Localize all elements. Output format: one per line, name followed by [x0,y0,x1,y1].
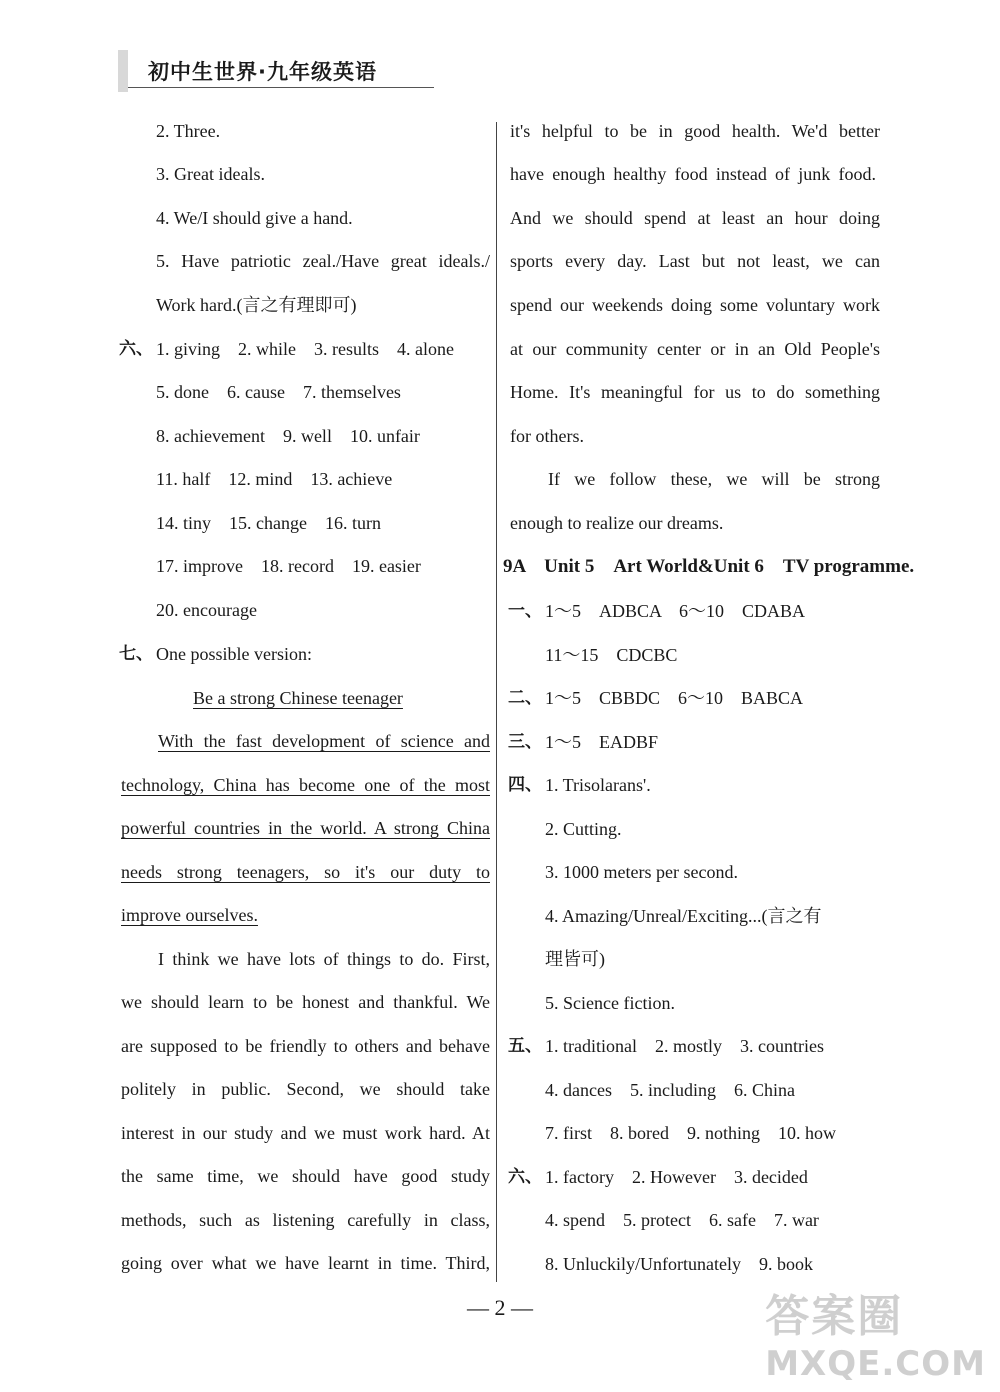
essay-line: With the fast development of science and [158,731,490,751]
answer-line: 11. half 12. mind 13. achieve [156,469,393,489]
answer-line: 1～5 ADBCA 6～10 CDABA [545,601,806,621]
watermark [765,1280,986,1384]
answer-line: 4. spend 5. protect 6. safe 7. war [545,1210,819,1230]
essay-line: needs strong teenagers, so it's our duty to [121,862,490,882]
essay-line: are supposed to be friendly to others and behave [121,1036,490,1056]
answer-line: 20. encourage [156,600,257,620]
answer-line: 1. Trisolarans'. [545,775,651,795]
unit-heading: 9A Unit 5 Art World&Unit 6 TV programme. [503,556,915,577]
essay-line: enough to realize our dreams. [510,513,724,533]
answer-line: 1. giving 2. while 3. results 4. alone [156,339,454,359]
section-label: 六、 [119,339,153,359]
essay-line: interest in our study and we must work hard. At [121,1123,490,1143]
essay-line: politely in public. Second, we should take [121,1079,490,1099]
section-label: 一、 [508,601,542,621]
answer-line: 2. Cutting. [545,819,622,839]
answer-line: 2. Three. [156,121,221,141]
header-accent-bar [118,50,128,92]
answer-line: 17. improve 18. record 19. easier [156,556,421,576]
essay-line: And we should spend at least an hour doing [510,208,880,228]
answer-line: 8. achievement 9. well 10. unfair [156,426,420,446]
answer-line: 8. Unluckily/Unfortunately 9. book [545,1254,813,1274]
answer-line: Work hard.(言之有理即可) [156,295,357,315]
header-rule [128,87,434,88]
answer-line: 1. traditional 2. mostly 3. countries [545,1036,824,1056]
section-label: 四、 [508,775,542,795]
essay-line: going over what we have learnt in time. Third, [121,1253,490,1273]
answer-line: 5. Science fiction. [545,993,675,1013]
essay-line: Home. It's meaningful for us to do something [510,382,880,402]
essay-line: for others. [510,426,584,446]
essay-title: Be a strong Chinese teenager [193,688,403,708]
answer-line: 1～5 CBBDC 6～10 BABCA [545,688,804,708]
page-header-title: 初中生世界·九年级英语 [148,60,377,84]
answer-line: 4. Amazing/Unreal/Exciting...(言之有 [545,906,822,926]
essay-intro: One possible version: [156,644,312,664]
essay-line: powerful countries in the world. A strong China [121,818,490,838]
section-label: 七、 [119,644,153,664]
answer-line: 5. done 6. cause 7. themselves [156,382,401,402]
answer-line: 3. 1000 meters per second. [545,862,738,882]
answer-line: 11～15 CDCBC [545,645,678,665]
essay-line: sports every day. Last but not least, we can [510,251,880,271]
essay-line: technology, China has become one of the most [121,775,490,795]
answer-line: 4. dances 5. including 6. China [545,1080,795,1100]
page-number: — 2 — [467,1295,533,1320]
essay-line: have enough healthy food instead of junk food. [510,164,876,184]
answer-line: 3. Great ideals. [156,164,265,184]
column-divider [496,122,497,1282]
essay-line: methods, such as listening carefully in class, [121,1210,490,1230]
answer-line: 7. first 8. bored 9. nothing 10. how [545,1123,836,1143]
section-label: 六、 [508,1167,542,1187]
section-label: 五、 [508,1036,542,1056]
section-label: 二、 [508,688,542,708]
answer-line: 4. We/I should give a hand. [156,208,353,228]
essay-line: we should learn to be honest and thankful. We [121,992,490,1012]
answer-line: 1～5 EADBF [545,732,659,752]
answer-line: 1. factory 2. However 3. decided [545,1167,808,1187]
watermark-logo: 答案圈 [765,1291,904,1342]
essay-line: I think we have lots of things to do. First, [158,949,490,969]
essay-line: spend our weekends doing some voluntary work [510,295,880,315]
section-label: 三、 [508,732,542,752]
answer-line: 14. tiny 15. change 16. turn [156,513,381,533]
essay-line: it's helpful to be in good health. We'd better [510,121,880,141]
essay-line: at our community center or in an Old People's [510,339,880,359]
answer-line: 理皆可) [545,949,605,969]
essay-line: the same time, we should have good study [121,1166,490,1186]
watermark-domain: MXQE.COM [765,1344,986,1384]
essay-line: improve ourselves. [121,905,258,925]
essay-line: If we follow these, we will be strong [548,469,880,489]
answer-line: 5. Have patriotic zeal./Have great ideals./ [156,251,490,271]
